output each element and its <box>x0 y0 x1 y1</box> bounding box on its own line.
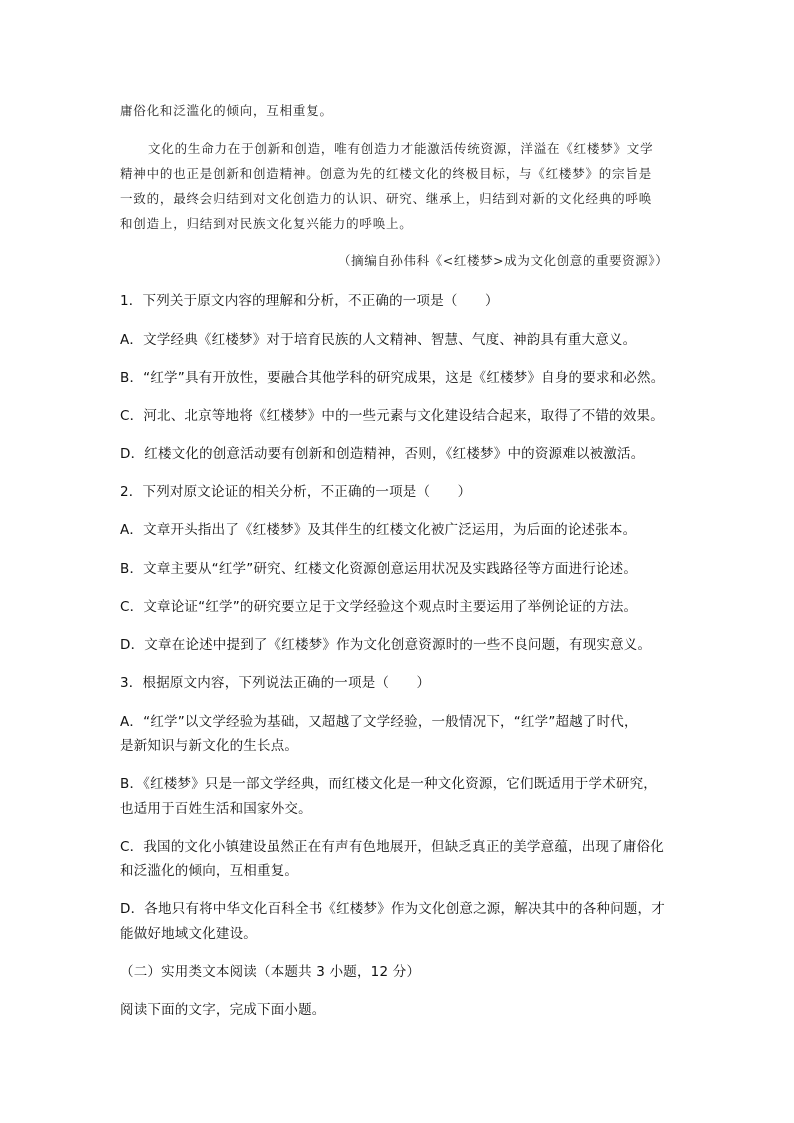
question-1-stem: 1．下列关于原文内容的理解和分析，不正确的一项是（ ） <box>120 293 499 309</box>
question-2-option-c: C．文章论证“红学”的研究要立足于文学经验这个观点时主要运用了举例论证的方法。 <box>120 599 638 615</box>
question-2-option-b: B．文章主要从“红学”研究、红楼文化资源创意运用状况及实践路径等方面进行论述。 <box>120 561 638 577</box>
question-3-option-b-cont: 也适用于百姓生活和国家外交。 <box>120 801 312 817</box>
passage-line: 精神中的也正是创新和创造精神。创意为先的红楼文化的终极目标，与《红楼梦》的宗旨是 <box>120 166 653 181</box>
question-3-option-d: D．各地只有将中华文化百科全书《红楼梦》作为文化创意之源，解决其中的各种问题，才 <box>120 901 665 917</box>
question-3-option-a-cont: 是新知识与新文化的生长点。 <box>120 738 299 754</box>
passage-line: 一致的，最终会归结到对文化创造力的认识、研究、继承上，归结到对新的文化经典的呼唤 <box>120 191 653 206</box>
question-3-option-c: C．我国的文化小镇建设虽然正在有声有色地展开，但缺乏真正的美学意蕴，出现了庸俗化 <box>120 839 664 855</box>
question-1-option-a: A．文学经典《红楼梦》对于培育民族的人文精神、智慧、气度、神韵具有重大意义。 <box>120 332 637 348</box>
question-3-option-d-cont: 能做好地域文化建设。 <box>120 926 257 942</box>
question-2-option-a: A．文章开头指出了《红楼梦》及其伴生的红楼文化被广泛运用，为后面的论述张本。 <box>120 522 637 538</box>
passage-line: 庸俗化和泛滥化的倾向，互相重复。 <box>120 103 333 118</box>
question-1-option-d: D．红楼文化的创意活动要有创新和创造精神，否则，《红楼梦》中的资源难以被激活。 <box>120 446 645 462</box>
section-heading: （二）实用类文本阅读（本题共 3 小题，12 分） <box>120 964 421 980</box>
section-instruction: 阅读下面的文字，完成下面小题。 <box>120 1002 326 1018</box>
passage-line: 和创造上，归结到对民族文化复兴能力的呼唤上。 <box>120 216 413 231</box>
source-citation: （摘编自孙伟科《<红楼梦>成为文化创意的重要资源》） <box>338 253 669 268</box>
question-1-option-b: B．“红学”具有开放性，要融合其他学科的研究成果，这是《红楼梦》自身的要求和必然。 <box>120 370 665 386</box>
question-1-option-c: C．河北、北京等地将《红楼梦》中的一些元素与文化建设结合起来，取得了不错的效果。 <box>120 408 664 424</box>
question-3-option-b: B．《红楼梦》只是一部文学经典，而红楼文化是一种文化资源，它们既适用于学术研究， <box>120 776 658 792</box>
question-2-stem: 2．下列对原文论证的相关分析，不正确的一项是（ ） <box>120 484 472 500</box>
passage-line: 文化的生命力在于创新和创造，唯有创造力才能激活传统资源，洋溢在《红楼梦》文学 <box>148 141 654 156</box>
question-3-option-c-cont: 和泛滥化的倾向，互相重复。 <box>120 863 299 879</box>
question-3-stem: 3．根据原文内容，下列说法正确的一项是（ ） <box>120 675 431 691</box>
question-2-option-d: D．文章在论述中提到了《红楼梦》作为文化创意资源时的一些不良问题，有现实意义。 <box>120 637 652 653</box>
question-3-option-a: A．“红学”以文学经验为基础，又超越了文学经验，一般情况下，“红学”超越了时代， <box>120 714 638 730</box>
